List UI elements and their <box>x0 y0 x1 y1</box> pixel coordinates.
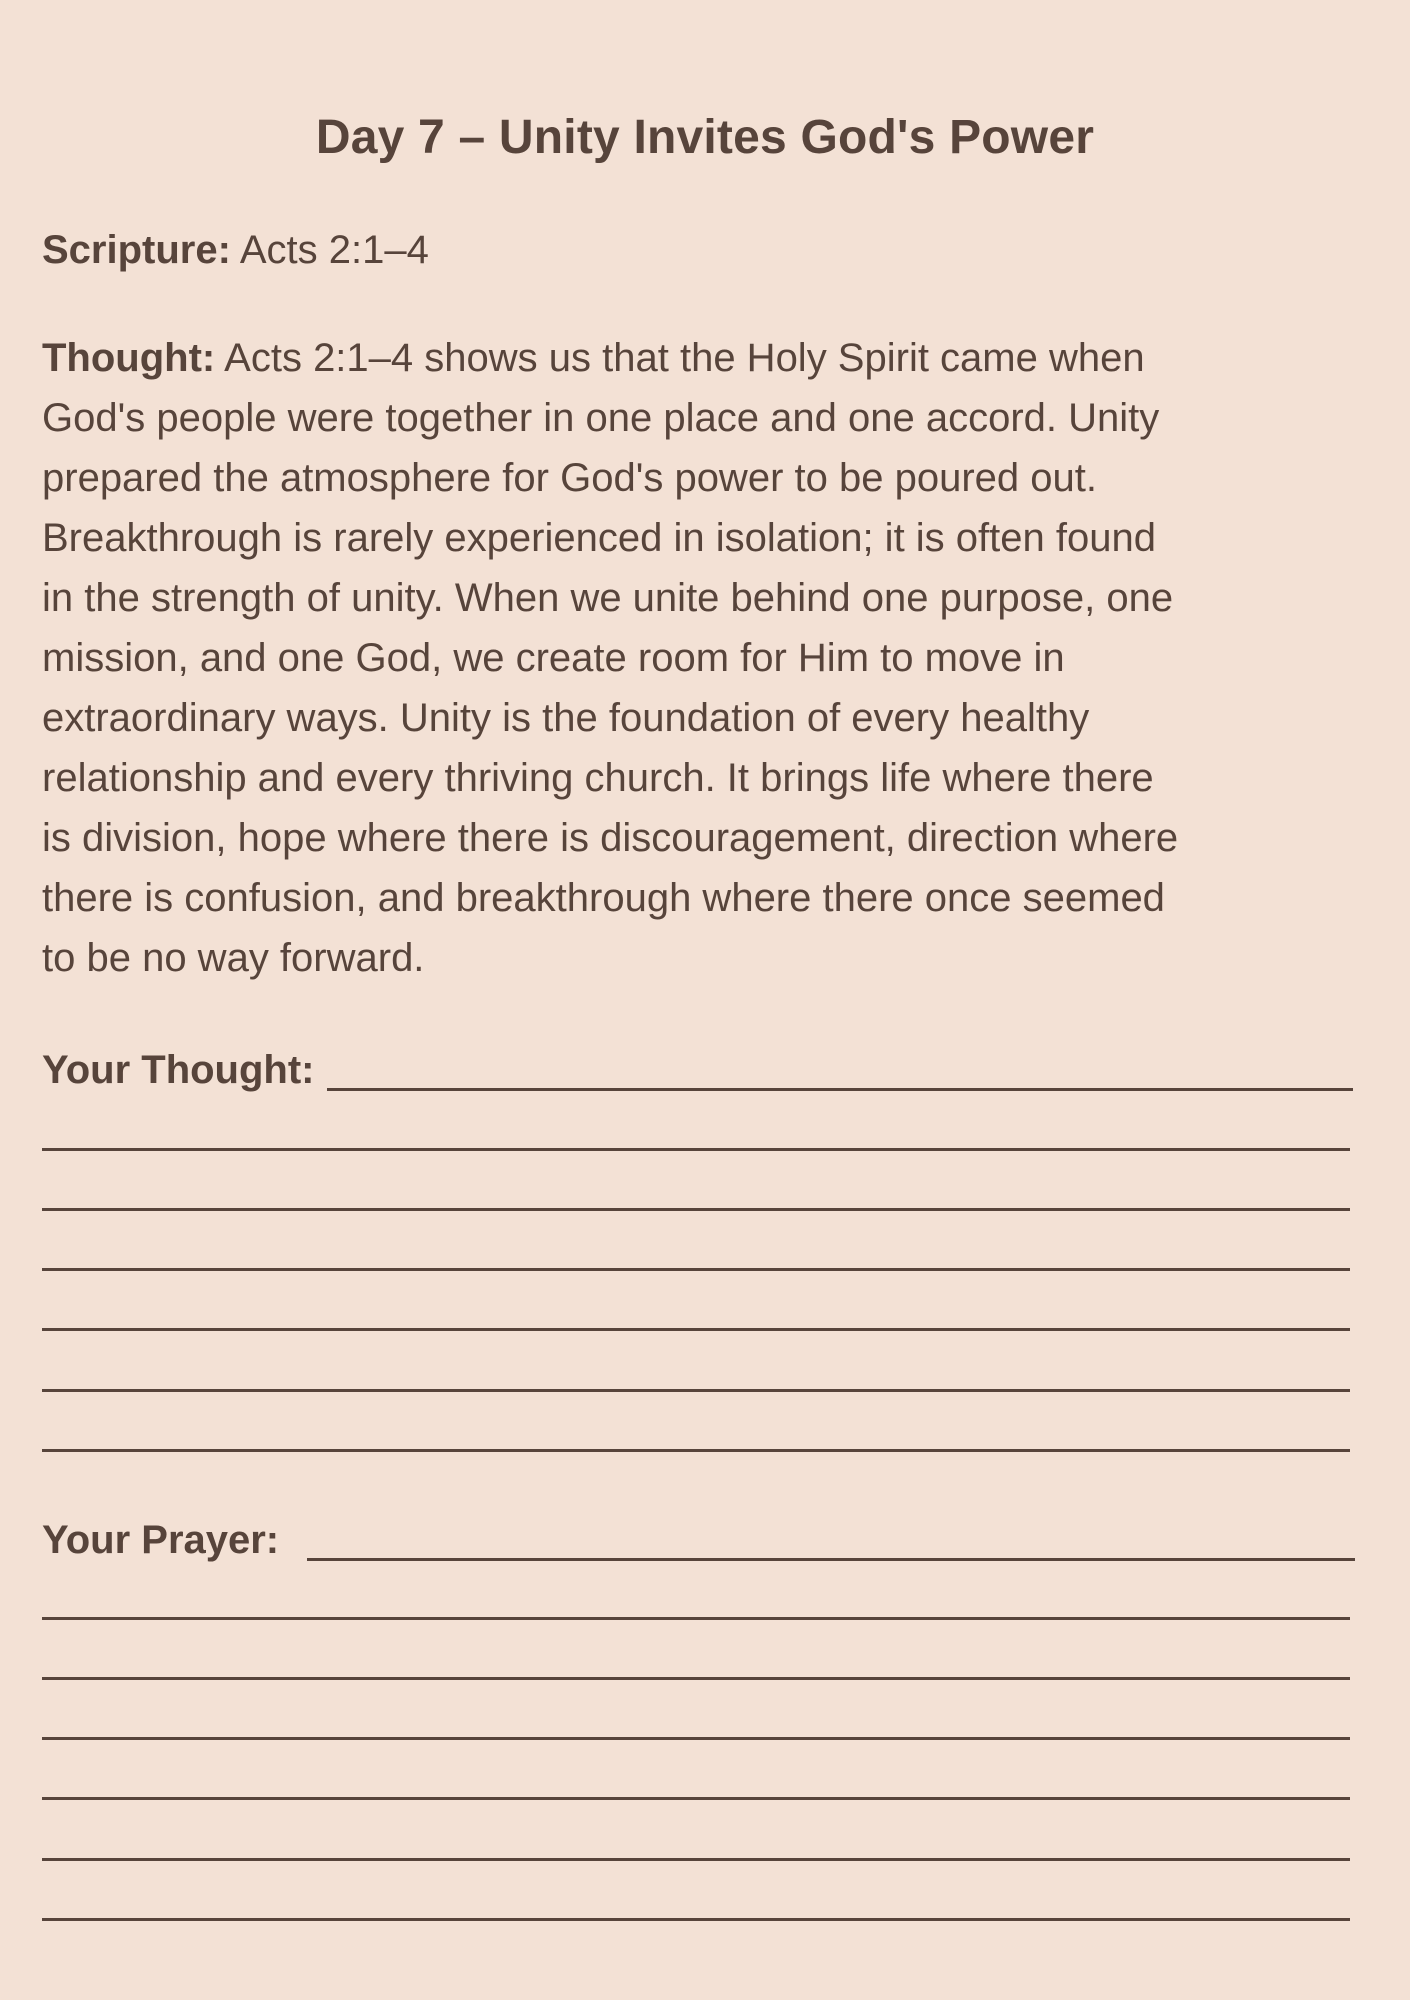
your-thought-write-line[interactable] <box>42 1389 1350 1392</box>
your-prayer-write-line[interactable] <box>42 1677 1350 1680</box>
your-thought-write-line[interactable] <box>42 1449 1350 1452</box>
your-thought-write-line[interactable] <box>42 1148 1350 1151</box>
your-thought-write-line[interactable] <box>42 1208 1350 1211</box>
your-thought-write-line[interactable] <box>42 1328 1350 1331</box>
thought-label: Thought: <box>42 336 216 380</box>
page-title: Day 7 – Unity Invites God's Power <box>315 111 1095 164</box>
thought-line: prepared the atmosphere for God's power to be poured out. <box>42 456 1097 500</box>
your-prayer-write-line[interactable] <box>42 1737 1350 1740</box>
your-prayer-write-line[interactable] <box>42 1797 1350 1800</box>
thought-line: relationship and every thriving church. It brings life where there <box>42 756 1154 800</box>
thought-line: to be no way forward. <box>42 936 425 980</box>
scripture-reference: Acts 2:1–4 <box>239 228 429 272</box>
your-thought-write-line[interactable] <box>42 1268 1350 1271</box>
your-prayer-prompt <box>42 1512 1355 1568</box>
your-prayer-write-line[interactable] <box>307 1558 1355 1561</box>
thought-line: there is confusion, and breakthrough where there once seemed <box>42 876 1165 920</box>
your-thought-label: Your Thought: <box>42 1048 315 1092</box>
your-prayer-write-line[interactable] <box>42 1617 1350 1620</box>
thought-paragraph <box>42 328 1372 988</box>
thought-line: is division, hope where there is discouragement, direction where <box>42 816 1179 860</box>
thought-text: Acts 2:1–4 shows us that the Holy Spirit came when <box>224 336 1145 380</box>
thought-line: God's people were together in one place and one accord. Unity <box>42 396 1160 440</box>
your-thought-prompt <box>42 1042 1353 1098</box>
your-prayer-write-line[interactable] <box>42 1918 1350 1921</box>
your-prayer-write-line[interactable] <box>42 1858 1350 1861</box>
thought-line: in the strength of unity. When we unite behind one purpose, one <box>42 576 1174 620</box>
scripture-label: Scripture: <box>42 228 231 272</box>
your-thought-write-line[interactable] <box>327 1088 1353 1091</box>
thought-line: mission, and one God, we create room for Him to move in <box>42 636 1065 680</box>
thought-line: Breakthrough is rarely experienced in isolation; it is often found <box>42 516 1156 560</box>
thought-line: extraordinary ways. Unity is the foundation of every healthy <box>42 696 1090 740</box>
thought-line <box>42 328 1372 388</box>
your-prayer-label: Your Prayer: <box>42 1518 280 1562</box>
scripture-line <box>42 222 429 278</box>
